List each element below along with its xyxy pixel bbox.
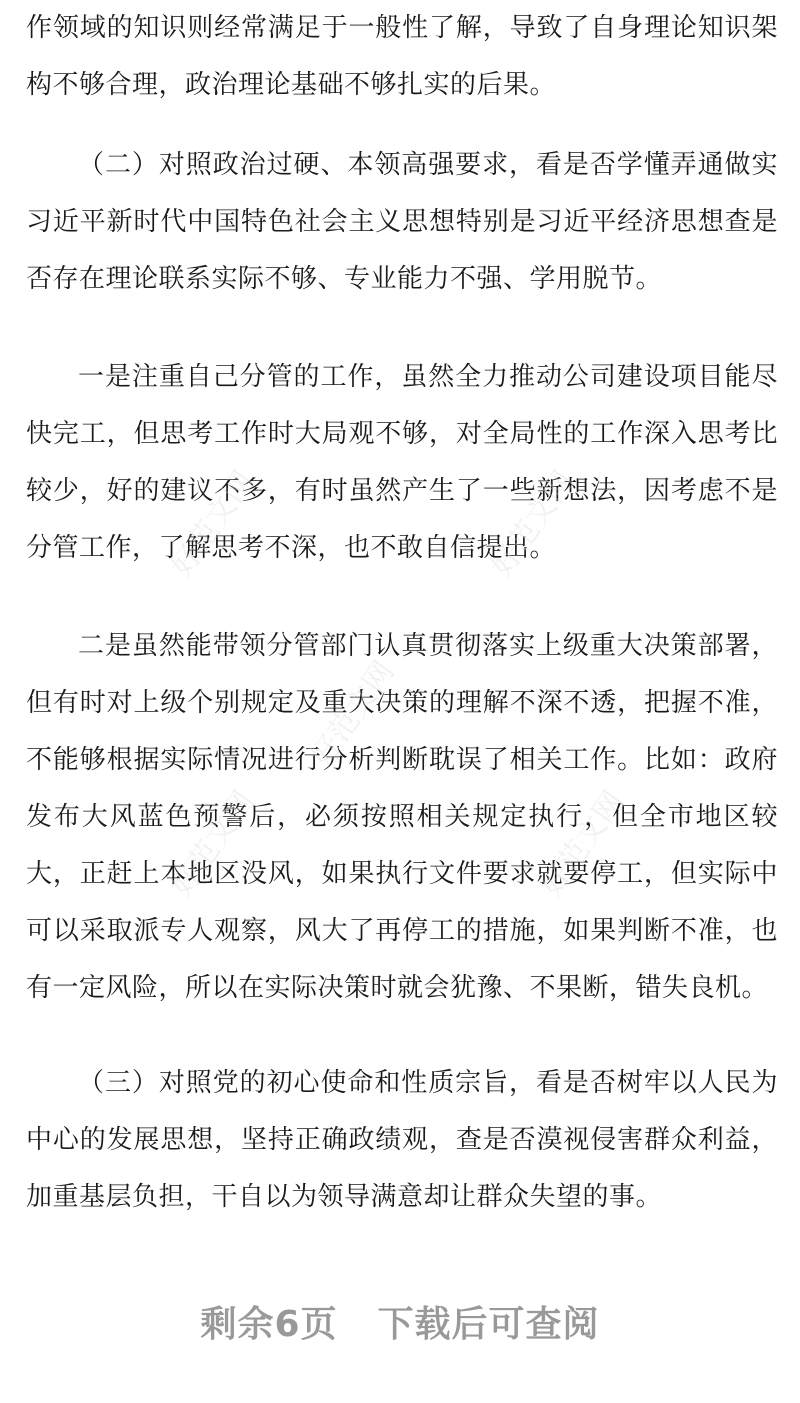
watermark-text: 好范文网 — [534, 784, 632, 904]
paragraph-point-one: 一是注重自己分管的工作，虽然全力推动公司建设项目能尽快完工，但思考工作时大局观不够，对全局性的工作深入思考比较少，好的建议不多，有时虽然产生了一些新想法，因考虑不是分管工作，了解思考不深，也不敢自信提出。 — [26, 362, 778, 563]
watermark-text: 好范文网 — [164, 464, 262, 584]
watermark-text: 好范文网 — [304, 654, 402, 774]
watermark-text: 好范文网 — [164, 784, 262, 904]
download-hint: 下载后可查阅 — [377, 1304, 600, 1345]
paragraph-continuation: 作领域的知识则经常满足于一般性了解，导致了自身理论知识架构不够合理，政治理论基础不够扎实的后果。 — [26, 13, 778, 100]
remaining-pages-banner[interactable] — [0, 1296, 800, 1347]
watermark-text: 好范文网 — [484, 464, 582, 584]
paragraph-section-three-heading: （三）对照党的初心使命和性质宗旨，看是否树牢以人民为中心的发展思想，坚持正确政绩观，查是否漠视侵害群众利益，加重基层负担，干自以为领导满意却让群众失望的事。 — [26, 1068, 778, 1212]
paragraph-section-two-heading: （二）对照政治过硬、本领高强要求，看是否学懂弄通做实习近平新时代中国特色社会主义思想特别是习近平经济思想查是否存在理论联系实际不够、专业能力不强、学用脱节。 — [26, 150, 778, 294]
paragraph-point-two: 二是虽然能带领分管部门认真贯彻落实上级重大决策部署，但有时对上级个别规定及重大决策的理解不深不透，把握不准，不能够根据实际情况进行分析判断耽误了相关工作。比如：政府发布大风蓝色预警后，必须按照相关规定执行，但全市地区较大，正赶上本地区没风，如果执行文件要求就要停工，但实际中可以采取派专人观察，风大了再停工的措施，如果判断不准，也有一定风险，所以在实际决策时就会犹豫、不果断，错失良机。 — [26, 631, 778, 1003]
remaining-pages-count: 剩余6页 — [200, 1304, 338, 1345]
